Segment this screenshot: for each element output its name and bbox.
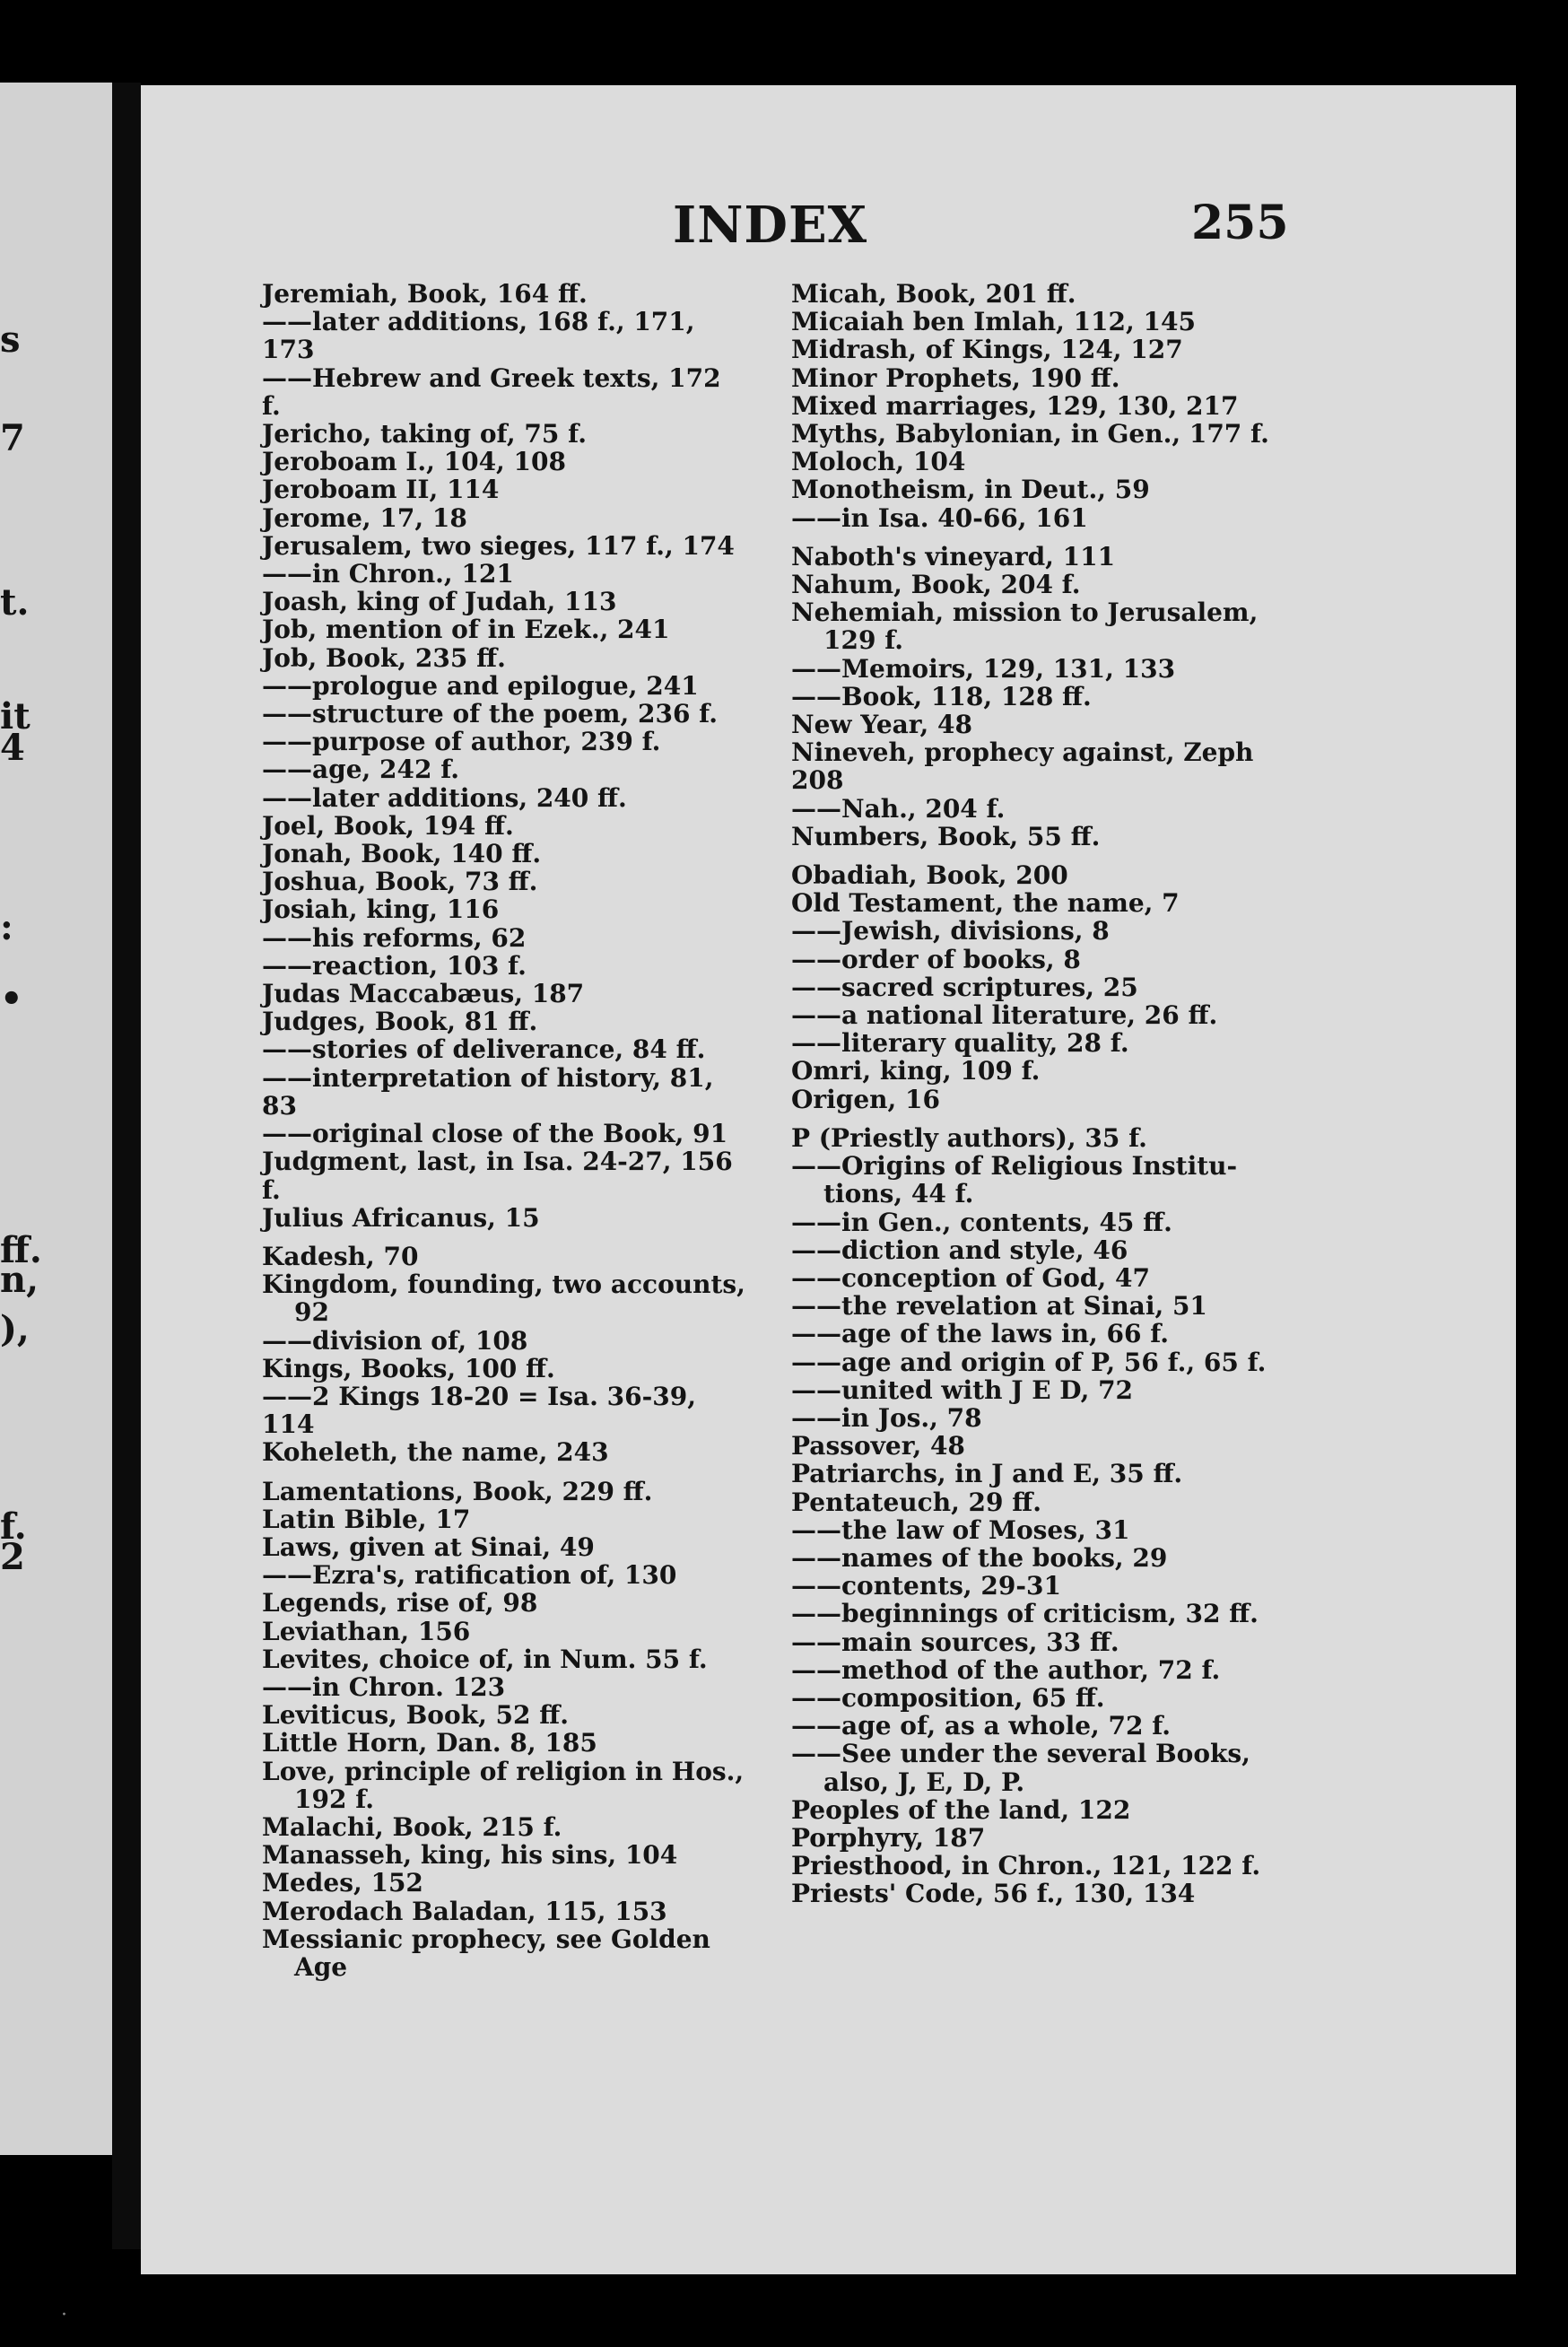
previous-page-fragment: t.	[0, 581, 30, 624]
index-entry: Lamentations, Book, 229 ff.	[262, 1476, 653, 1506]
index-entry: Jerome, 17, 18	[262, 502, 467, 533]
index-entry: Job, Book, 235 ff.	[262, 642, 506, 673]
index-entry: ——composition, 65 ff.	[791, 1682, 1105, 1713]
scan-speck: ·	[61, 2304, 67, 2326]
index-entry: f.	[262, 390, 281, 421]
index-entry: Monotheism, in Deut., 59	[791, 475, 1150, 505]
index-entry: Latin Bible, 17	[262, 1504, 471, 1534]
index-entry: ——later additions, 240 ff.	[262, 782, 627, 813]
index-entry: Joshua, Book, 73 ff.	[262, 867, 538, 897]
index-entry: Passover, 48	[791, 1431, 965, 1461]
index-entry: Jerusalem, two sieges, 117 f., 174	[262, 530, 735, 561]
index-entry: Leviticus, Book, 52 ff.	[262, 1700, 570, 1731]
index-entry: Kingdom, founding, two accounts,	[262, 1269, 745, 1300]
section-gap	[262, 1467, 754, 1478]
previous-page-fragment: 7	[0, 417, 25, 459]
index-entry: Porphyry, 187	[791, 1822, 986, 1853]
index-entry: ——in Isa. 40-66, 161	[791, 502, 1088, 533]
index-entry: ——beginnings of criticism, 32 ff.	[791, 1599, 1259, 1629]
index-entry: ——in Jos., 78	[791, 1402, 982, 1433]
index-entry: ——purpose of author, 239 f.	[262, 727, 661, 757]
index-entry: Midrash, of Kings, 124, 127	[791, 335, 1183, 365]
index-entry: ——literary quality, 28 f.	[791, 1028, 1129, 1059]
index-entry: Old Testament, the name, 7	[791, 888, 1180, 919]
index-entry: Josiah, king, 116	[262, 894, 500, 925]
index-entry: Moloch, 104	[791, 447, 966, 477]
book-spine	[112, 83, 141, 2249]
index-entry: ——stories of deliverance, 84 ff.	[262, 1034, 706, 1065]
index-entry: ——structure of the poem, 236 f.	[262, 699, 718, 729]
index-entry: Job, mention of in Ezek., 241	[262, 615, 670, 645]
page-number: 255	[1191, 196, 1289, 250]
index-entry: ——age of, as a whole, 72 f.	[791, 1711, 1172, 1741]
index-entry: ——reaction, 103 f.	[262, 950, 527, 981]
index-entry: ——age, 242 f.	[262, 755, 460, 785]
index-entry: Micah, Book, 201 ff.	[791, 279, 1076, 309]
index-entry: Pentateuch, 29 ff.	[791, 1487, 1042, 1517]
index-entry: Kadesh, 70	[262, 1241, 419, 1271]
previous-page-fragment: it	[0, 695, 30, 737]
index-entry: 208	[791, 765, 844, 796]
index-entry: Origen, 16	[791, 1084, 940, 1114]
index-entry: ——a national literature, 26 ff.	[791, 1000, 1218, 1031]
index-entry: Judges, Book, 81 ff.	[262, 1007, 538, 1037]
index-entry: ——age and origin of P, 56 f., 65 f.	[791, 1347, 1267, 1377]
index-entry: ——names of the books, 29	[791, 1542, 1168, 1573]
index-entry: ——division of, 108	[262, 1325, 528, 1356]
index-entry: Naboth's vineyard, 111	[791, 541, 1116, 571]
previous-page-fragment: n,	[0, 1259, 39, 1301]
index-entry: 192 f.	[294, 1784, 374, 1814]
index-entry: 114	[262, 1409, 315, 1440]
index-entry: Merodach Baladan, 115, 153	[262, 1896, 667, 1926]
index-entry: ——conception of God, 47	[791, 1262, 1150, 1293]
index-entry: 129 f.	[823, 625, 903, 656]
index-entry: Priesthood, in Chron., 121, 122 f.	[791, 1851, 1261, 1881]
index-entry: ——in Gen., contents, 45 ff.	[791, 1207, 1172, 1237]
previous-page-fragment: :	[0, 906, 13, 948]
index-entry: ——the law of Moses, 31	[791, 1514, 1130, 1545]
index-entry: Age	[294, 1951, 348, 1982]
index-entry: Jeremiah, Book, 164 ff.	[262, 279, 588, 309]
index-entry: Micaiah ben Imlah, 112, 145	[791, 307, 1196, 337]
previous-page-fragment: •	[0, 978, 23, 1020]
previous-page-fragment: ),	[0, 1308, 30, 1350]
index-entry: ——Memoirs, 129, 131, 133	[791, 653, 1176, 684]
index-entry: Legends, rise of, 98	[262, 1588, 538, 1618]
index-entry: ——in Chron., 121	[262, 559, 514, 589]
index-entry: Jeroboam II, 114	[262, 475, 500, 505]
index-entry: Jonah, Book, 140 ff.	[262, 839, 542, 869]
index-entry: Leviathan, 156	[262, 1616, 471, 1646]
previous-page-fragment: 2	[0, 1536, 25, 1578]
index-entry: Julius Africanus, 15	[262, 1202, 540, 1233]
index-entry: ——Nah., 204 f.	[791, 793, 1006, 824]
previous-page-fragment: s	[0, 318, 21, 361]
index-column-right	[791, 280, 1311, 1908]
previous-page-fragment: f.	[0, 1505, 27, 1548]
index-entry: ——method of the author, 72 f.	[791, 1654, 1221, 1685]
index-entry: Laws, given at Sinai, 49	[262, 1531, 595, 1562]
index-entry: ——age of the laws in, 66 f.	[791, 1319, 1169, 1349]
index-entry: Jericho, taking of, 75 f.	[262, 419, 587, 449]
index-entry: ——contents, 29-31	[791, 1571, 1061, 1601]
index-entry: ——in Chron. 123	[262, 1671, 506, 1702]
index-entry: Malachi, Book, 215 f.	[262, 1811, 562, 1842]
index-entry: ——united with J E D, 72	[791, 1374, 1134, 1405]
index-entry: Manasseh, king, his sins, 104	[262, 1840, 678, 1871]
index-entry: ——2 Kings 18-20 = Isa. 36-39,	[262, 1381, 696, 1411]
previous-page-fragment: 4	[0, 727, 25, 769]
index-entry: Judgment, last, in Isa. 24-27, 156 f.	[262, 1147, 742, 1205]
index-entry: ——his reforms, 62	[262, 922, 527, 953]
index-entry: Koheleth, the name, 243	[262, 1437, 609, 1468]
index-entry: Numbers, Book, 55 ff.	[791, 821, 1101, 851]
index-entry: ——the revelation at Sinai, 51	[791, 1291, 1207, 1322]
previous-page-fragment: ff.	[0, 1229, 42, 1271]
index-entry: Little Horn, Dan. 8, 185	[262, 1728, 597, 1758]
index-entry: ——main sources, 33 ff.	[791, 1627, 1119, 1657]
index-entry: Minor Prophets, 190 ff.	[791, 362, 1120, 393]
index-entry: Mixed marriages, 129, 130, 217	[791, 390, 1239, 421]
index-entry: ——Hebrew and Greek texts, 172	[262, 362, 721, 393]
index-entry: tions, 44 f.	[823, 1179, 974, 1209]
index-entry: ——Origins of Religious Institu-	[791, 1151, 1238, 1182]
index-entry: also, J, E, D, P.	[823, 1767, 1025, 1797]
index-entry: Nehemiah, mission to Jerusalem,	[791, 598, 1259, 628]
index-entry: Nahum, Book, 204 f.	[791, 570, 1081, 600]
index-entry: P (Priestly authors), 35 f.	[791, 1122, 1147, 1153]
index-entry: ——Jewish, divisions, 8	[791, 916, 1110, 947]
index-entry: 92	[294, 1297, 329, 1328]
index-entry: Myths, Babylonian, in Gen., 177 f.	[791, 419, 1269, 449]
index-entry: ——prologue and epilogue, 241	[262, 670, 699, 701]
index-entry: Patriarchs, in J and E, 35 ff.	[791, 1459, 1183, 1489]
index-entry: Judas Maccabæus, 187	[262, 979, 585, 1009]
index-entry: ——Ezra's, ratification of, 130	[262, 1560, 677, 1591]
index-entry: New Year, 48	[791, 710, 972, 740]
index-entry: Priests' Code, 56 f., 130, 134	[791, 1879, 1196, 1909]
index-entry: Joel, Book, 194 ff.	[262, 810, 514, 841]
index-entry: ——interpretation of history, 81,	[262, 1062, 714, 1093]
index-entry: ——original close of the Book, 91	[262, 1119, 728, 1149]
index-entry: Nineveh, prophecy against, Zeph	[791, 737, 1254, 768]
index-column-left	[262, 280, 754, 1981]
index-entry: Love, principle of religion in Hos.,	[262, 1756, 745, 1786]
page-title: INDEX	[673, 196, 868, 255]
index-entry: Messianic prophecy, see Golden	[262, 1924, 710, 1954]
index-entry: Medes, 152	[262, 1868, 423, 1898]
index-entry: Obadiah, Book, 200	[791, 860, 1068, 891]
index-entry: ——later additions, 168 f., 171, 173	[262, 307, 704, 365]
index-entry: Joash, king of Judah, 113	[262, 587, 617, 617]
index-entry: Jeroboam I., 104, 108	[262, 447, 566, 477]
index-entry: Omri, king, 109 f.	[791, 1056, 1041, 1086]
index-entry: ——See under the several Books,	[791, 1739, 1250, 1769]
index-entry: Levites, choice of, in Num. 55 f.	[262, 1644, 708, 1674]
index-entry: Kings, Books, 100 ff.	[262, 1353, 555, 1383]
index-entry: ——diction and style, 46	[791, 1235, 1128, 1265]
index-entry: Peoples of the land, 122	[791, 1794, 1131, 1825]
previous-page-edge	[0, 83, 112, 2155]
index-entry: 83	[262, 1090, 297, 1121]
index-entry: ——order of books, 8	[791, 944, 1081, 974]
index-entry: ——Book, 118, 128 ff.	[791, 681, 1092, 711]
index-entry: ——sacred scriptures, 25	[791, 972, 1138, 1002]
